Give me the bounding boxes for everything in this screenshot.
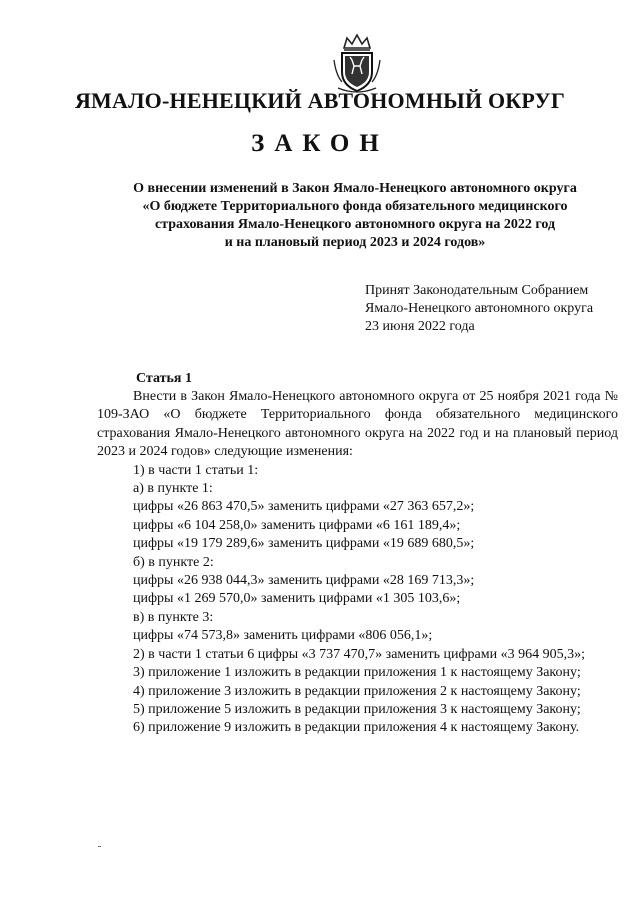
amendment-item: а) в пункте 1: [133, 481, 213, 497]
law-subject [100, 180, 610, 252]
article-heading: Статья 1 [136, 371, 192, 386]
amendment-item: цифры «26 938 044,3» заменить цифрами «28 169 713,3»; [133, 573, 475, 589]
amendment-item: цифры «1 269 570,0» заменить цифрами «1 305 103,6»; [133, 591, 461, 607]
amendment-item: в) в пункте 3: [133, 609, 214, 625]
amendment-item: 1) в части 1 статьи 1: [133, 462, 259, 478]
amendment-paragraph: 3) приложение 1 изложить в редакции приложения 1 к настоящему Закону; [133, 665, 581, 681]
adoption-note [365, 282, 593, 336]
amendment-item: цифры «19 179 289,6» заменить цифрами «19 689 680,5»; [133, 536, 475, 552]
law-subject-line: и на плановый период 2023 и 2024 годов» [224, 235, 486, 250]
amendment-paragraph: 5) приложение 5 изложить в редакции приложения 3 к настоящему Закону; [133, 701, 581, 717]
document-type-title: ЗАКОН [251, 130, 389, 157]
region-title: ЯМАЛО-НЕНЕЦКИЙ АВТОНОМНЫЙ ОКРУГ [74, 88, 566, 113]
amendment-paragraph: 6) приложение 9 изложить в редакции приложения 4 к настоящему Закону. [133, 720, 580, 736]
law-subject-line: страхования Ямало-Ненецкого автономного округа на 2022 год [154, 217, 556, 232]
scan-mark [98, 846, 101, 847]
amendment-item: цифры «26 863 470,5» заменить цифрами «27 363 657,2»; [133, 499, 475, 515]
amendment-item: цифры «6 104 258,0» заменить цифрами «6 161 189,4»; [133, 517, 461, 533]
amendment-item: цифры «74 573,8» заменить цифрами «806 056,1»; [133, 628, 433, 644]
article-body [97, 388, 618, 738]
adoption-date: 23 июня 2022 года [365, 319, 475, 334]
article-intro: Внести в Закон Ямало-Ненецкого автономного округа от 25 ноября 2021 года № 109-ЗАО «О бюджете Территориального фонда обязательного медицинского страхования Ямало-Ненецкого автономного округа на 2022 год и на плановый период 2023 и 2024 годов» следующие изменения: [97, 389, 618, 460]
amendment-paragraph: 4) приложение 3 изложить в редакции приложения 2 к настоящему Закону; [133, 683, 581, 699]
adoption-line: Принят Законодательным Собранием [365, 283, 589, 298]
law-subject-line: О внесении изменений в Закон Ямало-Ненецкого автономного округа [133, 181, 577, 196]
amendment-item: б) в пункте 2: [133, 554, 214, 570]
adoption-line: Ямало-Ненецкого автономного округа [365, 301, 594, 316]
coat-of-arms-icon [330, 30, 384, 94]
amendment-paragraph: 2) в части 1 статьи 6 цифры «3 737 470,7» заменить цифрами «3 964 905,3»; [133, 646, 585, 662]
law-subject-line: «О бюджете Территориального фонда обязательного медицинского [142, 199, 568, 214]
